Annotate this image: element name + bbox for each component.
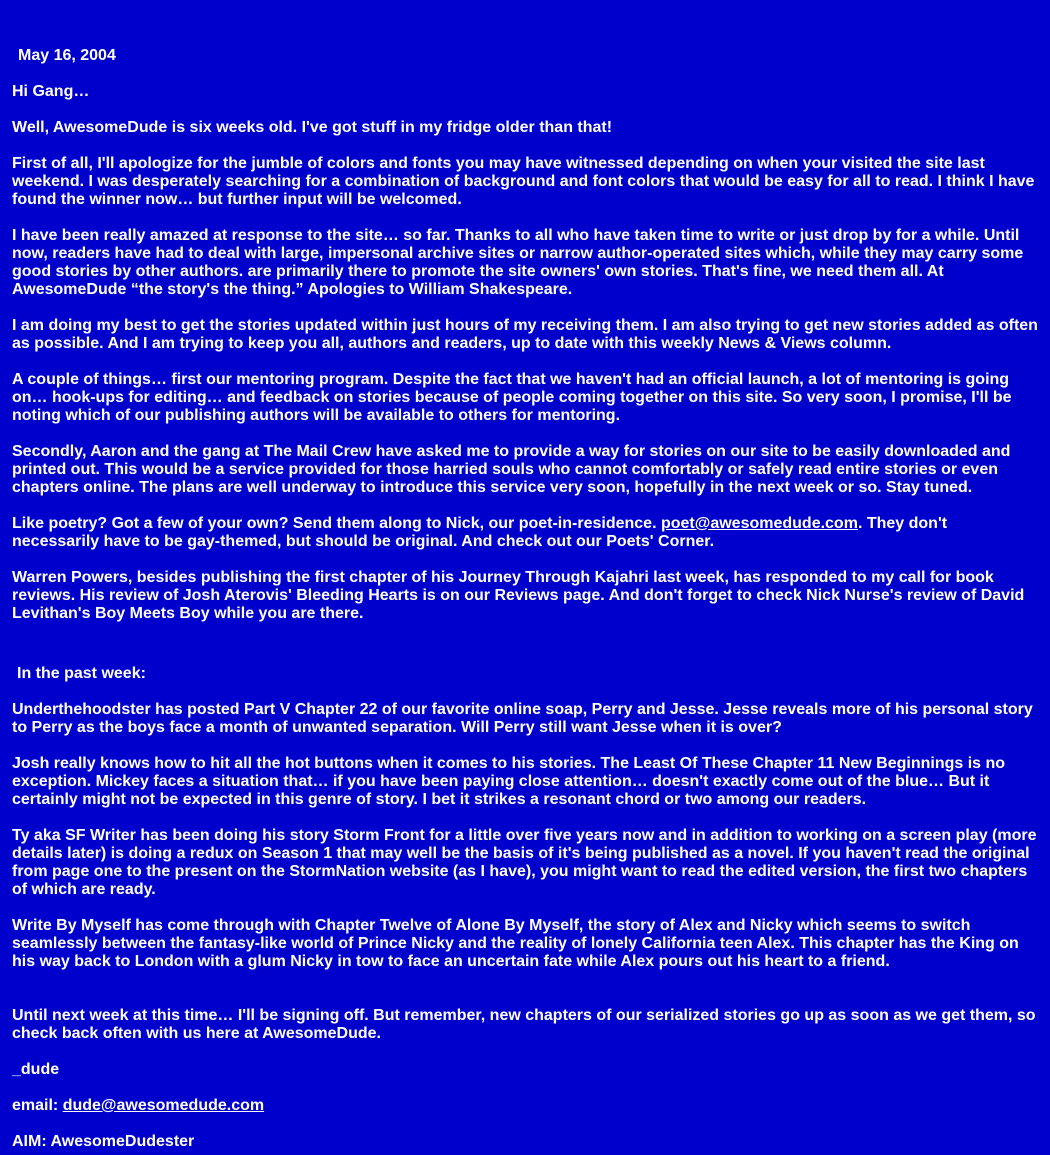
greeting: Hi Gang… — [12, 83, 90, 100]
storm-front-paragraph: Ty aka SF Writer has been doing his story Storm Front for a little over five years now and in addition to working on a screen play (more details later) is doing a redux on Season 1 that may well be the basis of it's being published as a novel. If you haven't read the original from page one to the present on the StormNation website (as I have), you might want to read the edited version, the first two chapters of which are ready. — [12, 827, 1037, 898]
updates-paragraph: I am doing my best to get the stories updated within just hours of my receiving them. I am also trying to get new stories added as often as possible. And I am trying to keep you all, authors and readers, up to date with this weekly News & Views column. — [12, 317, 1038, 352]
alone-by-myself-paragraph: Write By Myself has come through with Chapter Twelve of Alone By Myself, the story of Alex and Nicky which seems to switch seamlessly between the fantasy-like world of Prince Nicky and the reality of lonely California teen Alex. This chapter has the King on his way back to London with a glum Nicky in tow to face an uncertain fate while Alex pours out his heart to a friend. — [12, 917, 1019, 970]
colors-paragraph: First of all, I'll apologize for the jumble of colors and fonts you may have witnessed depending on when your visited the site last weekend. I was desperately searching for a combination of background and font colors that would be easy for all to read. I think I have found the winner now… but further input will be welcomed. — [12, 155, 1035, 208]
reviews-paragraph: Warren Powers, besides publishing the first chapter of his Journey Through Kajahri last week, has responded to my call for book reviews. His review of Josh Aterovis' Bleeding Hearts is on our Reviews page. And don't forget to check Nick Nurse's review of David Levithan's Boy Meets Boy while you are there. — [12, 569, 1025, 622]
email-line — [12, 1097, 1038, 1115]
poetry-text-before: Like poetry? Got a few of your own? Send them along to Nick, our poet-in-residence. — [12, 515, 661, 532]
poetry-paragraph — [12, 515, 1038, 551]
email-label: email: — [12, 1097, 63, 1114]
news-views-column — [0, 47, 1050, 1151]
intro-paragraph: Well, AwesomeDude is six weeks old. I've got stuff in my fridge older than that! — [12, 119, 613, 136]
poet-email-link[interactable]: poet@awesomedude.com — [660, 515, 858, 532]
aim-line: AIM: AwesomeDudester — [12, 1133, 195, 1150]
mentoring-paragraph: A couple of things… first our mentoring program. Despite the fact that we haven't had an official launch, a lot of mentoring is going on… hook-ups for editing… and feedback on stories because of people coming together on this site. So very soon, I promise, I'll be noting which of our publishing authors will be available to others for mentoring. — [12, 371, 1012, 424]
least-of-these-paragraph: Josh really knows how to hit all the hot buttons when it comes to his stories. The Least Of These Chapter 11 New Beginnings is no exception. Mickey faces a situation that… if you have been paying close attention… doesn't exactly come out of the blue… But it certainly might not be expected in this genre of story. I bet it strikes a resonant chord or two among our readers. — [12, 755, 1006, 808]
signature: _dude — [12, 1061, 60, 1078]
response-paragraph: I have been really amazed at response to the site… so far. Thanks to all who have taken time to write or just drop by for a while. Until now, readers have had to deal with large, impersonal archive sites or narrow author-operated sites which, while they may carry some good stories by other authors. are primarily there to promote the site owners' own stories. That's fine, we need them all. At AwesomeDude “the story's the thing.” Apologies to William Shakespeare. — [12, 227, 1024, 298]
dude-email-link[interactable]: dude@awesomedude.com — [62, 1097, 265, 1114]
post-date: May 16, 2004 — [18, 47, 116, 64]
download-paragraph: Secondly, Aaron and the gang at The Mail Crew have asked me to provide a way for stories on our site to be easily downloaded and printed out. This would be a service provided for those harried souls who cannot comfortably or safely read entire stories or even chapters online. The plans are well underway to introduce this service very soon, hopefully in the next week or so. Stay tuned. — [12, 443, 1011, 496]
poetry-text-after: . They don't necessarily have to be gay-themed, but should be original. And check out our Poets' Corner. — [12, 515, 948, 550]
past-week-heading: In the past week: — [17, 665, 146, 682]
perry-jesse-paragraph: Underthehoodster has posted Part V Chapter 22 of our favorite online soap, Perry and Jesse. Jesse reveals more of his personal story to Perry as the boys face a month of unwanted separation. Will Perry still want Jesse when it is over? — [12, 701, 1033, 736]
closing-paragraph: Until next week at this time… I'll be signing off. But remember, new chapters of our serialized stories go up as soon as we get them, so check back often with us here at AwesomeDude. — [12, 1007, 1036, 1042]
